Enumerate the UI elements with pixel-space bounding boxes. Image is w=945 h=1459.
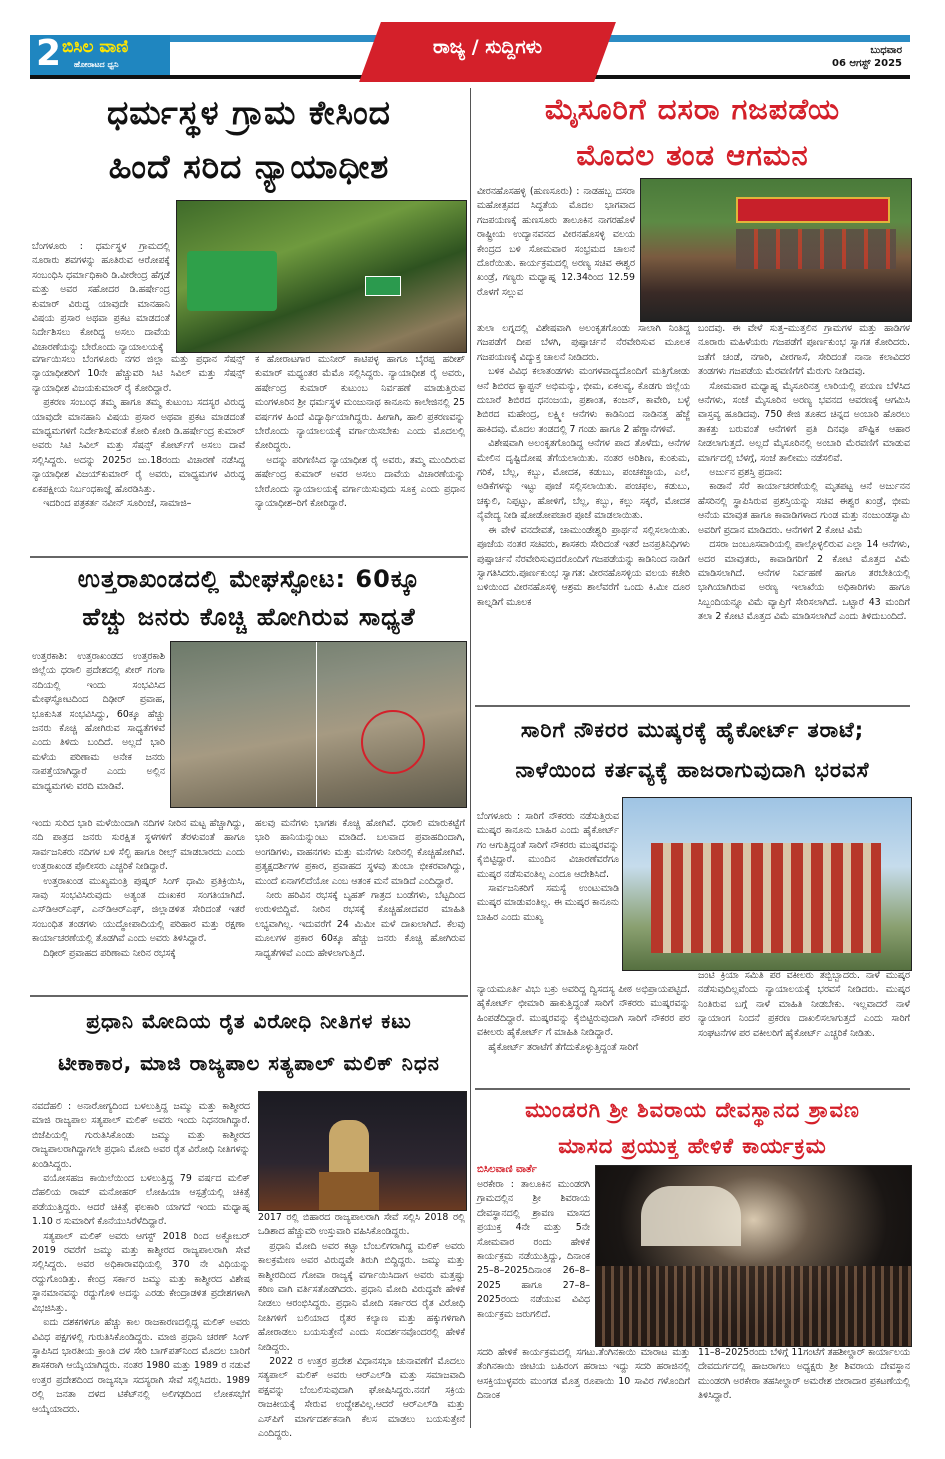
paragraph: ವೀರನಹೊಸಹಳ್ಳಿ (ಹುಣಸೂರು) : ನಾಡಹಬ್ಬ ದಸರಾ ಮಹೋತ್ಸವದ ಸಿದ್ಧತೆಯ ಮೊದಲ ಭಾಗವಾದ ಗಜಪಯಣಕ್ಕೆ ಹುಣಸೂರು ತಾಲೂಕಿನ ನಾಗರಹೊಳೆ ರಾಷ್ಟ್ರೀಯ ಉದ್ಯಾನವನದ ವೀರನಹೊಸಳ್ಳಿ ವಲಯ ಕೇಂದ್ರದ ಬಳಿ ಸೋಮವಾರ ಸಂಭ್ರಮದ ಚಾಲನೆ ದೊರೆಯಿತು. ಕಾರ್ಯಕ್ರಮದಲ್ಲಿ ಅರಣ್ಯ ಸಚಿವ ಈಶ್ವರ ಖಂಡ್ರೆ, ಗಣ್ಯರು ಮಧ್ಯಾಹ್ನ 12.34ರಿಂದ 12.59 ರೊಳಗೆ ಸಲ್ಲುವ <box>477 186 635 298</box>
article-lead <box>32 240 170 352</box>
article-column-left <box>32 353 245 553</box>
paragraph: ಬಂದವು. ಈ ವೇಳೆ ಸುತ್ತ–ಮುತ್ತಲಿನ ಗ್ರಾಮಗಳ ಮತ್ತು ಹಾಡಿಗಳ ನೂರಾರು ಮಹಿಳೆಯರು ಗಜಪಡೆಗೆ ಪೂರ್ಣಕುಂಭ ಸ್ವಾಗತ ಕೋರಿದರು. ಜತೆಗೆ ಚಂಡೆ, ನಗಾರಿ, ವೀರಗಾಸೆ, ಸೇರಿದಂತೆ ನಾನಾ ಕಲಾವಿದರ ತಂಡಗಳು ಗಜಪಡೆಯ ಮೆರವಣಿಗೆಗೆ ಮೆರುಗು ನೀಡಿದವು. <box>698 323 910 378</box>
paragraph: ಈ ವೇಳೆ ವನದೇವತೆ, ಚಾಮುಂಡೇಶ್ವರಿ ಪ್ರಾರ್ಥನೆ ಸಲ್ಲಿಸಲಾಯಿತು. ಪೂಜೆಯ ನಂತರ ಸಚಿವರು, ಶಾಸಕರು ಸೇರಿದಂತೆ ಇತರೆ ಜನಪ್ರತಿನಿಧಿಗಳು ಪುಷ್ಪಾರ್ಚನೆ ನೆರವೇರಿಸುವುದರೊಂದಿಗೆ ಗಜಪಡೆಯನ್ನು ಕಾಡಿನಿಂದ ನಾಡಿಗೆ ಸ್ವಾಗತಿಸಿದರು.ಪೂರ್ಣಕುಂಭ ಸ್ವಾಗತ: ವೀರನಹೊಸಳ್ಳಿಯ ವಲಯ ಕಚೇರಿ ಬಳಿಯಿಂದ ವೀರನಹೊಸಳ್ಳಿ ಆಶ್ರಮ ಶಾಲೆವರೆಗೆ ಒಂದು ಕಿ.ಮೀ ದೂರ ಕಾಲ್ನಡಿಗೆ ಮೂಲಕ <box>477 524 690 608</box>
article-column-right <box>698 1346 910 1424</box>
paragraph: ಸೋಮವಾರ ಮಧ್ಯಾಹ್ನ ಮೈಸೂರಿನತ್ತ ಲಾರಿಯಲ್ಲಿ ಪಯಣ ಬೆಳೆಸಿದ ಆನೆಗಳು, ಸಂಜೆ ಮೈಸೂರಿನ ಅರಣ್ಯ ಭವನದ ಆವರಣಕ್ಕೆ ಆಗಮಿಸಿ ವಾಸ್ತವ್ಯ ಹೂಡಿದವು. 750 ಕೇಜಿ ತೂಕದ ಚಿನ್ನದ ಅಂಬಾರಿ ಹೊರಲು ತಾಕತ್ತು ಬರುವಂತೆ ಆನೆಗಳಿಗೆ ಪ್ರತಿ ದಿನವೂ ಪೌಷ್ಟಿಕ ಆಹಾರ ನೀಡಲಾಗುತ್ತದೆ. ಅಲ್ಲದೆ ಮೈಸೂರಿನಲ್ಲಿ ಅಂಬಾರಿ ಮೆರವಣಿಗೆ ಮಾಡುವ ಮಾರ್ಗದಲ್ಲಿ ಬೆಳಗ್ಗೆ, ಸಂಜೆ ತಾಲೀಮು ನಡೆಸಲಿವೆ. <box>698 380 910 464</box>
article-column-left <box>477 983 690 1083</box>
byline: ಬಿಸಿಲವಾಣಿ ವಾರ್ತೆ <box>477 1164 537 1175</box>
headline-line: ಮೈಸೂರಿಗೆ ದಸರಾ ಗಜಪಡೆಯ <box>544 92 841 126</box>
article-column-right <box>698 969 910 1083</box>
paragraph: ಹಲವು ಮನೆಗಳು ಭಾಗಶಃ ಕೊಚ್ಚಿ ಹೋಗಿವೆ. ಧರಾಲಿ ಮಾರುಕಟ್ಟೆಗೆ ಭಾರಿ ಹಾನಿಯನ್ನುಂಟು ಮಾಡಿದೆ. ಬಲವಾದ ಪ್ರವಾಹದಿಂದಾಗಿ, ಅಂಗಡಿಗಳು, ವಾಹನಗಳು ಮತ್ತು ಮನೆಗಳು ನೀರಿನಲ್ಲಿ ಕೊಚ್ಚಿಹೋಗಿವೆ. ಪ್ರತ್ಯಕ್ಷದರ್ಶಿಗಳ ಪ್ರಕಾರ, ಪ್ರವಾಹದ ಸ್ಥಳವು ತುಂಬಾ ಭೀಕರವಾಗಿದ್ದು, ಮುಂದೆ ಏನಾಗಲಿದೆಯೋ ಎಂಬ ಆತಂಕ ಮನೆ ಮಾಡಿದೆ ಎಂದಿದ್ದಾರೆ. <box>255 818 465 887</box>
article-lead <box>32 650 165 815</box>
paper-name: ಬಿಸಿಲ ವಾಣಿ <box>62 37 129 57</box>
highlight-circle <box>361 710 425 774</box>
temple-night-photo <box>595 1165 912 1347</box>
article-divider <box>475 1088 910 1090</box>
paragraph: ನವದೆಹಲಿ : ಅನಾರೋಗ್ಯದಿಂದ ಬಳಲುತ್ತಿದ್ದ ಜಮ್ಮು ಮತ್ತು ಕಾಶ್ಮೀರದ ಮಾಜಿ ರಾಜ್ಯಪಾಲ ಸತ್ಯಪಾಲ್ ಮಲಿಕ್ ಅವರು ಇಂದು ನಿಧನರಾಗಿದ್ದಾರೆ. ಬಿಜೆಪಿಯಲ್ಲಿ ಗುರುತಿಸಿಕೊಂಡು ಜಮ್ಮು ಮತ್ತು ಕಾಶ್ಮೀರದ ರಾಜ್ಯಪಾಲರಾಗಿದ್ದಾಗಲೇ ಪ್ರಧಾನಿ ಮೋದಿ ಅವರ ರೈತ ವಿರೋಧಿ ನೀತಿಗಳನ್ನು ಖಂಡಿಸಿದ್ದರು. <box>32 1101 250 1170</box>
paragraph: ತುಲಾ ಲಗ್ನದಲ್ಲಿ ವಿಶೇಷವಾಗಿ ಅಲಂಕೃತಗೊಂಡು ಸಾಲಾಗಿ ನಿಂತಿದ್ದ ಗಜಪಡೆಗೆ ದೀಪ ಬೆಳಗಿ, ಪುಷ್ಪಾರ್ಚನೆ ನೆರವೇರಿಸುವ ಮೂಲಕ ಗಜಪಯಣಕ್ಕೆ ವಿದ್ಯುಕ್ತ ಚಾಲನೆ ನೀಡಿದರು. <box>477 323 690 363</box>
crowd-shape <box>596 1266 911 1346</box>
headline-line: ಪ್ರಧಾನಿ ಮೋದಿಯ ರೈತ ವಿರೋಧಿ ನೀತಿಗಳ ಕಟು <box>86 1009 412 1033</box>
headline-line: ಉತ್ತರಾಖಂಡದಲ್ಲಿ ಮೇಘಸ್ಫೋಟ: 60ಕ್ಕೂ <box>77 565 421 593</box>
photo-split <box>316 642 317 807</box>
paragraph: ಉತ್ತರಾಖಂಡ ಮುಖ್ಯಮಂತ್ರಿ ಪುಷ್ಕರ್ ಸಿಂಗ್ ಧಾಮಿ ಪ್ರತಿಕ್ರಿಯಿಸಿ, ಸಾವು ಸಂಭವಿಸಿರುವುದು ಅತ್ಯಂತ ದುಃಖಕರ ಸಂಗತಿಯಾಗಿದೆ. ಎಸ್‌ಡಿಆರ್‌ಎಫ್, ಎನ್‌ಡಿಆರ್‌ಎಫ್, ಜಿಲ್ಲಾಡಳಿತ ಸೇರಿದಂತೆ ಇತರೆ ಸಂಬಂಧಿತ ತಂಡಗಳು ಯುದ್ಧೋಪಾದಿಯಲ್ಲಿ ಪರಿಹಾರ ಮತ್ತು ರಕ್ಷಣಾ ಕಾರ್ಯಾಚರಣೆಯಲ್ಲಿ ತೊಡಗಿವೆ ಎಂದು ಅವರು ತಿಳಿಸಿದ್ದಾರೆ. <box>32 875 245 945</box>
temple-shape <box>641 1186 741 1246</box>
paragraph: ಅರಕೇರಾ : ತಾಲೂಕಿನ ಮುಂಡರಗಿ ಗ್ರಾಮದಲ್ಲಿನ ಶ್ರೀ ಶಿವರಾಯ ದೇವಸ್ಥಾನದಲ್ಲಿ ಶ್ರಾವಣ ಮಾಸದ ಪ್ರಯುಕ್ತ 4ನೇ ಮತ್ತು 5ನೇ ಸೋಮವಾರ ರಂದು ಹೇಳಿಕೆ ಕಾರ್ಯಕ್ರಮ ನಡೆಯುತ್ತಿದ್ದು, ದಿನಾಂಕ 25–8–2025ದಿನಾಂಕ 26–8–2025 ಹಾಗೂ 27–8–2025ರಂದು ನಡೆಯುವ ವಿವಿಧ ಕಾರ್ಯಕ್ರಮ ಜರುಗಲಿದೆ. <box>477 1179 590 1320</box>
speaker-shape <box>329 1120 369 1175</box>
article-divider <box>30 995 468 997</box>
date: 06 ಆಗಸ್ಟ್ 2025 <box>832 58 902 69</box>
paragraph: ಜಂಟಿ ಕ್ರಿಯಾ ಸಮಿತಿ ಪರ ವಕೀಲರು ತಬ್ಬಿಬ್ಬಾದರು. ನಾಳೆ ಮುಷ್ಕರ ನಡೆಸುವುದಿಲ್ಲವೆಂದು ನ್ಯಾಯಾಲಯಕ್ಕೆ ಭರವಸೆ ನೀಡಿದರು. ಮುಷ್ಕರ ನಿಂತಿರುವ ಬಗ್ಗೆ ನಾಳೆ ಮಾಹಿತಿ ನೀಡಬೇಕು. ಇಲ್ಲವಾದರೆ ನಾಳೆ ನ್ಯಾಯಾಂಗ ನಿಂದನೆ ಪ್ರಕರಣ ದಾಖಲಿಸಲಾಗುತ್ತದೆ ಎಂದು ಸಾರಿಗೆ ಸಂಘಟನೆಗಳ ಪರ ವಕೀಲರಿಗೆ ಹೈಕೋರ್ಟ್ ಎಚ್ಚರಿಕೆ ನೀಡಿತು. <box>698 970 910 1039</box>
cloudburst-photo <box>170 641 467 808</box>
high-court-photo <box>622 797 912 971</box>
headline-line: ನಾಳೆಯಿಂದ ಕರ್ತವ್ಯಕ್ಕೆ ಹಾಜರಾಗುವುದಾಗಿ ಭರವಸೆ <box>515 758 870 782</box>
satyapal-malik-photo <box>258 1091 467 1211</box>
paragraph: ಕಾಡಾನೆ ಸೆರೆ ಕಾರ್ಯಾಚರಣೆಯಲ್ಲಿ ಮೃತಪಟ್ಟ ಆನೆ ಅರ್ಜುನನ ಹೆಸರಿನಲ್ಲಿ ಸ್ಥಾಪಿಸಿರುವ ಪ್ರಶಸ್ತಿಯನ್ನು ಸಚಿವ ಈಶ್ವರ ಖಂಡ್ರೆ, ಭೀಮ ಆನೆಯ ಮಾವುತ ಹಾಗೂ ಕಾವಾಡಿಗಳಾದ ಗುಂಡ ಮತ್ತು ನಂಜುಂಡಸ್ವಾಮಿ ಅವರಿಗೆ ಪ್ರದಾನ ಮಾಡಿದರು. ಆನೆಗಳಿಗೆ 2 ಕೋಟಿ ವಿಮೆ <box>698 481 910 536</box>
article-column-left <box>32 1100 250 1428</box>
headline <box>475 86 910 178</box>
signboard-shape <box>365 276 401 296</box>
paragraph: ದಿಢೀರ್ ಪ್ರವಾಹದ ಪರಿಣಾಮ ನೀರಿನ ರಭಸಕ್ಕೆ <box>43 947 176 959</box>
article-lead <box>477 185 635 320</box>
weekday: ಬುಧವಾರ <box>870 45 902 56</box>
column-divider <box>470 88 471 1428</box>
headline-line: ಧರ್ಮಸ್ಥಳ ಗ್ರಾಮ ಕೇಸಿಂದ <box>106 93 392 132</box>
paragraph: ನ್ಯಾಯಮೂರ್ತಿ ವಿಭು ಬಕ್ರು ಅವರಿದ್ದ ದ್ವಿಸದಸ್ಯ ಪೀಠ ಅಭಿಪ್ರಾಯಪಟ್ಟಿದೆ. ಹೈಕೋರ್ಟ್ ಛೀಮಾರಿ ಹಾಕುತ್ತಿದ್ದಂತೆ ಸಾರಿಗೆ ನೌಕರರು ಮುಷ್ಕರವನ್ನು ಹಿಂಪಡೆದಿದ್ದಾರೆ. ಮುಷ್ಕರವನ್ನು ಕೈಬಿಟ್ಟಿರುವುದಾಗಿ ಸಾರಿಗೆ ನೌಕರರ ಪರ ವಕೀಲರು ಹೈಕೋರ್ಟ್ ಗೆ ಮಾಹಿತಿ ನೀಡಿದ್ದಾರೆ. <box>477 984 690 1039</box>
headline-line: ಮುಂಡರಗಿ ಶ್ರೀ ಶಿವರಾಯ ದೇವಸ್ಥಾನದ ಶ್ರಾವಣ <box>525 1098 860 1122</box>
headline-line: ಹಿಂದೆ ಸರಿದ ನ್ಯಾಯಾಧೀಶ <box>108 147 390 186</box>
paper-logo <box>30 35 170 75</box>
paragraph: ಕ ಹೋರಾಟಗಾರ ಮುನೀರ್ ಕಾಟಿಪಳ್ಳ ಹಾಗೂ ಬೈರಪ್ಪ ಹರೀಶ್ ಕುಮಾರ್ ಮಧ್ಯಂತರ ಮೆಮೊ ಸಲ್ಲಿಸಿದ್ದರು. ನ್ಯಾಯಾಧೀಶ ರೈ ಅವರು, ಹರ್ಷೇಂದ್ರ ಕುಮಾರ್ ಕುಟುಂಬ ನಿರ್ವಹಣೆ ಮಾಡುತ್ತಿರುವ ಮಂಗಳೂರಿನ ಶ್ರೀ ಧರ್ಮಸ್ಥಳ ಮಂಜುನಾಥ ಕಾನೂನು ಕಾಲೇಜಿನಲ್ಲಿ 25 ವರ್ಷಗಳ ಹಿಂದೆ ವಿದ್ಯಾರ್ಥಿಯಾಗಿದ್ದರು. ಹೀಗಾಗಿ, ಹಾಲಿ ಪ್ರಕರಣವನ್ನು ಬೇರೊಂದು ನ್ಯಾಯಾಲಯಕ್ಕೆ ವರ್ಗಾಯಿಸಬೇಕು ಎಂದು ಮೊದಲಲ್ಲಿ ಕೋರಿದ್ದರು. <box>255 354 465 452</box>
paragraph: 2017 ರಲ್ಲಿ ಬಿಹಾರದ ರಾಜ್ಯಪಾಲರಾಗಿ ಸೇವೆ ಸಲ್ಲಿಸಿ 2018 ರಲ್ಲಿ ಒಡಿಶಾದ ಹೆಚ್ಚುವರಿ ಉಸ್ತುವಾರಿ ವಹಿಸಿಕೊಂಡಿದ್ದರು. <box>258 1212 465 1238</box>
headline-line: ಹೆಚ್ಚು ಜನರು ಕೊಚ್ಚಿ ಹೋಗಿರುವ ಸಾಧ್ಯತೆ <box>82 603 416 631</box>
headline <box>30 1000 468 1084</box>
elephants-shape <box>736 229 896 269</box>
paragraph: ಸಾರ್ವಜನಿಕರಿಗೆ ಸಮಸ್ಯೆ ಉಂಟುಮಾಡಿ ಮುಷ್ಕರ ಮಾಡುವಂತಿಲ್ಲ. ಈ ಮುಷ್ಕರ ಕಾನೂನು ಬಾಹಿರ ಎಂದು ಮುಖ್ಯ <box>477 883 619 923</box>
paragraph: 2022 ರ ಉತ್ತರ ಪ್ರದೇಶ ವಿಧಾನಸಭಾ ಚುನಾವಣೆಗೆ ಮೊದಲು ಸತ್ಯಪಾಲ್ ಮಲಿಕ್ ಅವರು ಆರ್‌ಎಲ್‌ಡಿ ಮತ್ತು ಸಮಾಜವಾದಿ ಪಕ್ಷವನ್ನು ಬೆಂಬಲಿಸುವುದಾಗಿ ಘೋಷಿಸಿದ್ದರು.ನನಗೆ ಸಕ್ರಿಯ ರಾಜಕೀಯಕ್ಕೆ ಸೇರುವ ಉದ್ದೇಶವಿಲ್ಲ.ಆದರೆ ಆರ್‌ಎಲ್‌ಡಿ ಮತ್ತು ಎಸ್‌ಪಿಗೆ ಮಾರ್ಗದರ್ಶಕನಾಗಿ ಕೆಲಸ ಮಾಡಲು ಬಯಸುತ್ತೇನೆ ಎಂದಿದ್ದರು. <box>258 1356 465 1440</box>
paragraph: 11–8–2025ರಂದು ಬೆಳಿಗ್ಗೆ 11ಗಂಟೆಗೆ ತಹಶೀಲ್ದಾರ್ ಕಾರ್ಯಾಲಯ ದೇವದುರ್ಗದಲ್ಲಿ ಹಾಜರಾಗಲು ಅಧ್ಯಕ್ಷರು ಶ್ರೀ ಶಿವರಾಯ ದೇವಸ್ಥಾನ ಮುಂಡರಗಿ ಅರಕೇರಾ ತಹಸೀಲ್ದಾರ್ ಅಮರೇಶ ಬೀರಾದಾರ ಪ್ರಕಟಣೆಯಲ್ಲಿ ತಿಳಿಸಿದ್ದಾರೆ. <box>698 1347 910 1402</box>
podium-shape <box>319 1172 379 1210</box>
page-number: 2 <box>36 33 62 74</box>
paragraph: ಉತ್ತರಕಾಶಿ: ಉತ್ತರಾಖಂಡದ ಉತ್ತರಕಾಶಿ ಜಿಲ್ಲೆಯ ಧರಾಲಿ ಪ್ರದೇಶದಲ್ಲಿ ಖೀರ್ ಗಂಗಾ ನದಿಯಲ್ಲಿ ಇಂದು ಸಂಭವಿಸಿದ ಮೇಘಸ್ಫೋಟದಿಂದ ದಿಢೀರ್ ಪ್ರವಾಹ, ಭೂಕುಸಿತ ಸಂಭವಿಸಿದ್ದು, 60ಕ್ಕೂ ಹೆಚ್ಚು ಜನರು ಕೊಚ್ಚಿ ಹೋಗಿರುವ ಸಾಧ್ಯತೆಗಳಿವೆ ಎಂದು ತಿಳಿದು ಬಂದಿದೆ. ಅಲ್ಲದೆ ಭಾರಿ ಮಳೆಯ ಪರಿಣಾಮ ಅನೇಕ ಜನರು ನಾಪತ್ತೆಯಾಗಿದ್ದಾರೆ ಎಂದು ಅಲ್ಲಿನ ಮಾಧ್ಯಮಗಳು ವರದಿ ಮಾಡಿವೆ. <box>32 651 165 792</box>
high-court-building-shape <box>651 843 881 953</box>
paragraph: ವಿಶೇಷವಾಗಿ ಅಲಂಕೃತಗೊಂಡಿದ್ದ ಆನೆಗಳ ಪಾದ ತೊಳೆದು, ಆನೆಗಳ ಮೇಲಿನ ದೃಷ್ಟಿದೋಷ ತೆಗೆಯಲಾಯಿತು. ನಂತರ ಅರಿಶಿಣ, ಕುಂಕುಮ, ಗರಿಕೆ, ಬೆಲ್ಲ, ಕಬ್ಬು, ಮೋದಕ, ಕಡುಬು, ಪಂಚಕಜ್ಜಾಯ, ಎಲೆ, ಅಡಿಕೆಗಳನ್ನು ಇಟ್ಟು ಪೂಜೆ ಸಲ್ಲಿಸಲಾಯಿತು. ಪಂಚಫಲ, ಕಡುಬು, ಚಕ್ಕುಲಿ, ನಿಪ್ಪಟ್ಟು, ಹೋಳಿಗೆ, ಬೆಲ್ಲ, ಕಬ್ಬು, ಕಲ್ಲು ಸಕ್ಕರೆ, ಮೋದಕ ನೈವೇದ್ಯ ನೀಡಿ ಷೋಡೋಪಚಾರ ಪೂಜೆ ಮಾಡಲಾಯಿತು. <box>477 438 690 522</box>
headline <box>30 560 468 636</box>
headline-line: ಮಾಸದ ಪ್ರಯುಕ್ತ ಹೇಳಿಕೆ ಕಾರ್ಯಕ್ರಮ <box>558 1134 827 1158</box>
paragraph: ಪ್ರಧಾನಿ ಮೋದಿ ಅವರ ಕಟ್ಟಾ ಬೆಂಬಲಿಗರಾಗಿದ್ದ ಮಲಿಕ್ ಅವರು ಕಾಲಕ್ರಮೇಣ ಅವರ ವಿರುದ್ಧವೇ ತಿರುಗಿ ಬಿದ್ದಿದ್ದರು. ಜಮ್ಮು ಮತ್ತು ಕಾಶ್ಮೀರದಿಂದ ಗೋವಾ ರಾಜ್ಯಕ್ಕೆ ವರ್ಗಾಯಿಸಿದಾಗ ಅವರು ಮತ್ತಷ್ಟು ಕಠಿಣ ವಾಗಿ ವರ್ತಿಸತೊಡಗಿದರು. ಪ್ರಧಾನಿ ಮೋದಿ ವಿರುದ್ಧವೇ ಹೇಳಿಕೆ ನೀಡಲು ಆರಂಭಿಸಿದ್ದರು. ಪ್ರಧಾನಿ ಮೋದಿ ಸರ್ಕಾರದ ರೈತ ವಿರೋಧಿ ನೀತಿಗಳಿಗೆ ಬಲಿಯಾದ ರೈತರ ಕಲ್ಯಾಣ ಮತ್ತು ಹಕ್ಕುಗಳಿಗಾಗಿ ಹೋರಾಡಲು ಬಯಸುತ್ತೇನೆ ಎಂದು ಸಂದರ್ಶನವೊಂದರಲ್ಲಿ ಹೇಳಿಕೆ ನೀಡಿದ್ದರು. <box>258 1240 465 1353</box>
paragraph: ನೀರು ಹರಿವಿನ ರಭಸಕ್ಕೆ ಬೃಹತ್ ಗಾತ್ರದ ಬಂಡೆಗಳು, ಬೆಟ್ಟದಿಂದ ಉರುಳಿಬಿದ್ದಿವೆ. ನೀರಿನ ರಭಸಕ್ಕೆ ಕೊಚ್ಚಿಹೋದವರ ಮಾಹಿತಿ ಲಭ್ಯವಾಗಿಲ್ಲ. ಇದುವರೆಗೆ 24 ಮಿಮೀ ಮಳೆ ದಾಖಲಾಗಿದೆ. ಕೆಲವು ಮೂಲಗಳ ಪ್ರಕಾರ 60ಕ್ಕೂ ಹೆಚ್ಚು ಜನರು ಕೊಚ್ಚಿ ಹೋಗಿರುವ ಸಾಧ್ಯತೆಗಳಿವೆ ಎಂದು ಹೇಳಲಾಗುತ್ತಿದೆ. <box>255 890 465 959</box>
paragraph: ಇದರಿಂದ ಪತ್ರಕರ್ತ ನವೀನ್ ಸೂರಿಂಜೆ, ಸಾಮಾಜಿ– <box>43 498 192 510</box>
article-lead <box>477 1178 590 1346</box>
headline-line: ಮೊದಲ ತಂಡ ಆಗಮನ <box>576 138 809 172</box>
paragraph: ದಸರಾ ಜಂಬೂಸವಾರಿಯಲ್ಲಿ ಪಾಲ್ಗೊಳ್ಳಲಿರುವ ಎಲ್ಲಾ 14 ಆನೆಗಳು, ಅದರ ಮಾವುತರು, ಕಾವಾಡಿಗರಿಗೆ 2 ಕೋಟಿ ಮೊತ್ತದ ವಿಮೆ ಮಾಡಿಸಲಾಗಿದೆ. ಆನೆಗಳ ನಿರ್ವಹಣೆ ಹಾಗೂ ತರಬೇತಿಯಲ್ಲಿ ಭಾಗಿಯಾಗಿರುವ ಅರಣ್ಯ ಇಲಾಖೆಯ ಅಧಿಕಾರಿಗಳು ಹಾಗೂ ಸಿಬ್ಬಂದಿಯನ್ನೂ ವಿಮೆ ವ್ಯಾಪ್ತಿಗೆ ಸೇರಿಸಲಾಗಿದೆ. ಒಟ್ಟಾರೆ 43 ಮಂದಿಗೆ ತಲಾ 2 ಕೋಟಿ ಮೊತ್ತದ ವಿಮೆ ಮಾಡಿಸಲಾಗಿದೆ ಎಂದು ತಿಳಿದುಬಂದಿದೆ. <box>698 539 910 623</box>
paper-tagline: ಹೋರಾಟದ ಧ್ವನಿ <box>74 60 119 69</box>
headline <box>475 1092 910 1164</box>
paragraph: ಪ್ರಕರಣ ಸಂಬಂಧ ತಮ್ಮ ಹಾಗೂ ತಮ್ಮ ಕುಟುಂಬ ಸದಸ್ಯರ ವಿರುದ್ಧ ಯಾವುದೇ ಮಾನಹಾನಿ ವಿಷಯ ಪ್ರಸಾರ ಅಥವಾ ಪ್ರಕಟ ಮಾಡದಂತೆ ಮಾಧ್ಯಮಗಳಿಗೆ ನಿರ್ದೇಶಿಸುವಂತೆ ಕೋರಿ ಕೋರಿ ಡಿ.ಹರ್ಷೇಂದ್ರ ಕುಮಾರ್ ಅವರು ಸಿಟಿ ಸಿವಿಲ್ ಮತ್ತು ಸೆಷನ್ಸ್ ಕೋರ್ಟ್‌ಗೆ ಅಸಲು ದಾವೆ ಸಲ್ಲಿಸಿದ್ದರು. ಅದನ್ನು 2025ರ ಜು.18ರಂದು ವಿಚಾರಣೆ ನಡೆಸಿದ್ದ ನ್ಯಾಯಾಧೀಶ ವಿಜಯ್‌ಕುಮಾರ್ ರೈ ಅವರು, ಮಾಧ್ಯಮಗಳ ವಿರುದ್ಧ ಏಕಪಕ್ಷೀಯ ನಿರ್ಬಂಧಕಾಜ್ಞೆ ಹೊರಡಿಸಿತ್ತು. <box>32 397 245 495</box>
paragraph: ಬಳಿಕ ವಿವಿಧ ಕಲಾತಂಡಗಳು ಮಂಗಳವಾದ್ಯದೊಂದಿಗೆ ಮತ್ತಿಗೋಡು ಆನೆ ಶಿಬಿರದ ಕ್ಯಾಪ್ಟನ್ ಅಭಿಮನ್ಯು, ಭೀಮ, ಏಕಲವ್ಯ, ಕೊಡಗು ಜಿಲ್ಲೆಯ ದುಬಾರೆ ಶಿಬಿರದ ಧನಂಜಯ, ಪ್ರಶಾಂತ, ಕಂಜನ್, ಕಾವೇರಿ, ಬಳ್ಳೆ ಶಿಬಿರದ ಮಹೇಂದ್ರ, ಲಕ್ಷ್ಮೀ ಆನೆಗಳು ಕಾಡಿನಿಂದ ನಾಡಿನತ್ತ ಹೆಜ್ಜೆ ಹಾಕಿದವು. ಮೊದಲ ತಂಡದಲ್ಲಿ 7 ಗಂಡು ಹಾಗೂ 2 ಹೆಣ್ಣಾನೆಗಳಿವೆ. <box>477 366 690 435</box>
article-lead <box>477 810 619 970</box>
article-column-left <box>477 1346 690 1424</box>
article-column-left <box>32 817 245 992</box>
paragraph: ಅದನ್ನು ಪರಿಗಣಿಸಿದ ನ್ಯಾಯಾಧೀಶ ರೈ ಅವರು, ತಮ್ಮ ಮುಂದಿರುವ ಹರ್ಷೇಂದ್ರ ಕುಮಾರ್ ಅವರ ಅಸಲು ದಾವೆಯ ವಿಚಾರಣೆಯನ್ನು ಬೇರೊಂದು ನ್ಯಾಯಾಲಯಕ್ಕೆ ವರ್ಗಾಯಿಸುವುದು ಸೂಕ್ತ ಎಂದು ಪ್ರಧಾನ ನ್ಯಾಯಾಧೀಶ–ರಿಗೆ ಕೋರಿದ್ದಾರೆ. <box>255 454 465 510</box>
gajapayana-photo <box>640 178 912 322</box>
issue-date <box>790 44 902 70</box>
paragraph: ಬೆಂಗಳೂರು : ಧರ್ಮಸ್ಥಳ ಗ್ರಾಮದಲ್ಲಿ ನೂರಾರು ಶವಗಳನ್ನು ಹೂತಿರುವ ಆರೋಪಕ್ಕೆ ಸಂಬಂಧಿಸಿ ಧರ್ಮಾಧಿಕಾರಿ ಡಿ.ವೀರೇಂದ್ರ ಹೆಗ್ಗಡೆ ಮತ್ತು ಅವರ ಸಹೋದರ ಡಿ.ಹರ್ಷೇಂದ್ರ ಕುಮಾರ್ ವಿರುದ್ಧ ಯಾವುದೇ ಮಾನಹಾನಿ ವಿಷಯ ಪ್ರಸಾರ ಅಥವಾ ಪ್ರಕಟ ಮಾಡದಂತೆ ನಿರ್ದೇಶಿಸಲು ಕೋರಿದ್ದ ಅಸಲು ದಾವೆಯ ವಿಚಾರಣೆಯನ್ನು ಬೇರೊಂದು ನ್ಯಾಯಾಲಯಕ್ಕೆ <box>32 241 170 353</box>
article-column-right <box>698 322 910 702</box>
article-column-right <box>258 1211 465 1440</box>
headline-line: ಟೀಕಾಕಾರ, ಮಾಜಿ ರಾಜ್ಯಪಾಲ ಸತ್ಯಪಾಲ್ ಮಲಿಕ್ ನಿಧನ <box>58 1051 440 1075</box>
paragraph: ಐದು ದಶಕಗಳಿಗೂ ಹೆಚ್ಚು ಕಾಲ ರಾಜಕಾರಣದಲ್ಲಿದ್ದ ಮಲಿಕ್ ಅವರು ವಿವಿಧ ಪಕ್ಷಗಳಲ್ಲಿ ಗುರುತಿಸಿಕೊಂಡಿದ್ದರು. ಮಾಜಿ ಪ್ರಧಾನಿ ಚರಣ್ ಸಿಂಗ್ ಸ್ಥಾಪಿಸಿದ ಭಾರತೀಯ ಕ್ರಾಂತಿ ದಳ ಸೇರಿ ಬಾಗ್‌ಪತ್‌ನಿಂದ ಮೊದಲ ಬಾರಿಗೆ ಶಾಸಕರಾಗಿ ಆಯ್ಕೆಯಾಗಿದ್ದರು. ನಂತರ 1980 ಮತ್ತು 1989 ರ ನಡುವೆ ಉತ್ತರ ಪ್ರದೇಶದಿಂದ ರಾಜ್ಯಸಭಾ ಸದಸ್ಯರಾಗಿ ಸೇವೆ ಸಲ್ಲಿಸಿದರು. 1989 ರಲ್ಲಿ ಜನತಾ ದಳದ ಟಿಕೆಟ್‌ನಲ್ಲಿ ಅಲಿಗಢದಿಂದ ಲೋಕಸಭೆಗೆ ಆಯ್ಕೆಯಾದರು. <box>32 1317 250 1415</box>
paragraph: ವರ್ಗಾಯಿಸಲು ಬೆಂಗಳೂರು ನಗರ ಜಿಲ್ಲಾ ಮತ್ತು ಪ್ರಧಾನ ಸೆಷನ್ಸ್ ನ್ಯಾಯಾಧೀಶರಿಗೆ 10ನೇ ಹೆಚ್ಚುವರಿ ಸಿಟಿ ಸಿವಿಲ್ ಮತ್ತು ಸೆಷನ್ಸ್ ನ್ಯಾಯಾಧೀಶ ವಿಜಯಕುಮಾರ್ ರೈ ಕೋರಿದ್ದಾರೆ. <box>32 354 245 394</box>
paragraph: ಅರ್ಜುನ ಪ್ರಶಸ್ತಿ ಪ್ರದಾನ: <box>709 467 783 479</box>
article-column-right <box>255 817 465 992</box>
paragraph: ಬೆಂಗಳೂರು : ಸಾರಿಗೆ ನೌಕರರು ನಡೆಸುತ್ತಿರುವ ಮುಷ್ಕರ ಕಾನೂನು ಬಾಹಿರ ಎಂದು ಹೈಕೋರ್ಟ್ ಗಂ ಆಗುತ್ತಿದ್ದಂತೆ ಸಾರಿಗೆ ನೌಕರರು ಮುಷ್ಕರವನ್ನು ಕೈಬಿಟ್ಟಿದ್ದಾರೆ. ಮುಂದಿನ ವಿಚಾರಣೆವರೆಗೂ ಮುಷ್ಕರ ನಡೆಸುವಂತಿಲ್ಲ ಎಂದೂ ಆದೇಶಿಸಿದೆ. <box>477 811 619 880</box>
section-label: ರಾಜ್ಯ / ಸುದ್ದಿಗಳು <box>432 36 543 58</box>
excavator-shape <box>187 251 277 311</box>
excavation-photo <box>176 200 467 353</box>
paragraph: ಸದರಿ ಹೇಳಿಕೆ ಕಾರ್ಯಕ್ರಮದಲ್ಲಿ ಸಗಟು.ತೆಂಗಿನಕಾಯಿ ಮಾರಾಟ ಮತ್ತು ತೆಂಗಿನಕಾಯಿ ಜೀಟಿಯ ಬಹಿರಂಗ ಹರಾಜು ಇದ್ದು ಸದರಿ ಹರಾಜಿನಲ್ಲಿ ಆಸಕ್ತಿಯುಳ್ಳವರು ಮುಂಗಡ ಮೊತ್ತ ರೂಪಾಯಿ 10 ಸಾವಿರ ಗಳೊಂದಿಗೆ ದಿನಾಂಕ <box>477 1347 690 1402</box>
headline-line: ಸಾರಿಗೆ ನೌಕರರ ಮುಷ್ಕರಕ್ಕೆ ಹೈಕೋರ್ಟ್ ತರಾಟೆ; <box>520 718 865 742</box>
headline <box>475 710 910 790</box>
article-column-right <box>255 353 465 553</box>
gajapayana-banner-shape <box>736 197 890 223</box>
paragraph: ವಯೋಸಹಜ ಕಾಯಿಲೆಯಿಂದ ಬಳಲುತ್ತಿದ್ದ 79 ವರ್ಷದ ಮಲಿಕ್ ದೆಹಲಿಯ ರಾಮ್ ಮನೋಹರ್ ಲೋಹಿಯಾ ಆಸ್ಪತ್ರೆಯಲ್ಲಿ ಚಿಕಿತ್ಸೆ ಪಡೆಯುತ್ತಿದ್ದರು. ಆದರೆ ಚಿಕಿತ್ಸೆ ಫಲಕಾರಿ ಯಾಗದೆ ಇಂದು ಮಧ್ಯಾಹ್ನ 1.10 ರ ಸುಮಾರಿಗೆ ಕೊನೆಯುಸಿರೆಳೆದಿದ್ದಾರೆ. <box>32 1173 250 1228</box>
article-divider <box>30 556 468 558</box>
paragraph: ಇಂದು ಸುರಿದ ಭಾರಿ ಮಳೆಯಿಂದಾಗಿ ನದಿಗಳ ನೀರಿನ ಮಟ್ಟ ಹೆಚ್ಚಾಗಿದ್ದು, ನದಿ ಪಾತ್ರದ ಜನರು ಸುರಕ್ಷಿತ ಸ್ಥಳಗಳಿಗೆ ತೆರಳುವಂತೆ ಹಾಗೂ ಸಾರ್ವಜನಿಕರು ನದಿಗಳ ಬಳಿ ಸೆಲ್ಫಿ ಹಾಗೂ ರೀಲ್ಸ್ ಮಾಡಬಾರದು ಎಂದು ಉತ್ತರಾಖಂಡ ಪೊಲೀಸರು ಎಚ್ಚರಿಕೆ ನೀಡಿದ್ದಾರೆ. <box>32 818 245 873</box>
article-divider <box>475 705 910 707</box>
paragraph: ಸತ್ಯಪಾಲ್ ಮಲಿಕ್ ಅವರು ಆಗಸ್ಟ್ 2018 ರಿಂದ ಅಕ್ಟೋಬರ್ 2019 ರವರೆಗೆ ಜಮ್ಮು ಮತ್ತು ಕಾಶ್ಮೀರದ ರಾಜ್ಯಪಾಲರಾಗಿ ಸೇವೆ ಸಲ್ಲಿಸಿದ್ದರು. ಅವರ ಅಧಿಕಾರಾವಧಿಯಲ್ಲಿ 370 ನೇ ವಿಧಿಯನ್ನು ರದ್ದುಗೊಂಡಿತ್ತು. ಕೇಂದ್ರ ಸರ್ಕಾರ ಜಮ್ಮು ಮತ್ತು ಕಾಶ್ಮೀರದ ವಿಶೇಷ ಸ್ಥಾನಮಾನವನ್ನು ರದ್ದುಗೊಳಿ ಅದನ್ನು ಎರಡು ಕೇಂದ್ರಾಡಳಿತ ಪ್ರದೇಶಗಳಾಗಿ ವಿಭಜಿಸಿತ್ತು. <box>32 1230 250 1314</box>
paragraph: ಹೈಕೋರ್ಟ್ ತರಾಟೆಗೆ ತೆಗೆದುಕೊಳ್ಳುತ್ತಿದ್ದಂತೆ ಸಾರಿಗೆ <box>488 1041 639 1053</box>
headline <box>30 86 468 194</box>
article-column-left <box>477 322 690 702</box>
